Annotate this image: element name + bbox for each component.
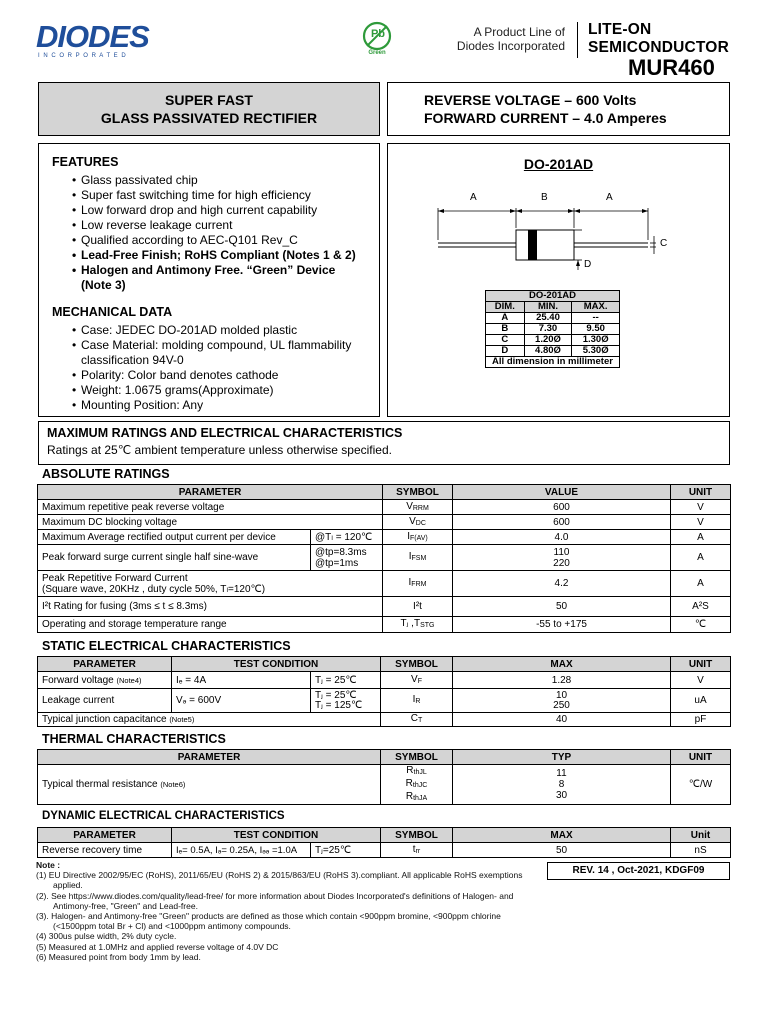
- dimension-header: MIN.: [524, 302, 572, 313]
- symbol-subscript: R: [415, 698, 421, 705]
- package-panel: [387, 143, 730, 417]
- dimension-cell: 7.30: [524, 324, 572, 335]
- dimension-cell: C: [486, 335, 525, 346]
- green-pb-free-icon: [359, 20, 399, 58]
- value-cell: 50: [453, 843, 671, 858]
- mechanical-item: • Case: JEDEC DO-201AD molded plastic: [63, 323, 373, 338]
- symbol-cell: [383, 500, 453, 515]
- mechanical-item: • Weight: 1.0675 grams(Approximate): [63, 383, 373, 398]
- dimension-row: [486, 335, 620, 346]
- ratings-title: MAXIMUM RATINGS AND ELECTRICAL CHARACTERISTICS: [47, 426, 403, 440]
- value-cell: 4.2: [453, 571, 671, 597]
- dim-label-a-left: A: [470, 192, 477, 203]
- unit-cell: A: [671, 530, 731, 545]
- brand-name: [588, 21, 729, 57]
- column-header: TYP: [453, 750, 671, 765]
- symbol-cell: [383, 571, 453, 597]
- value-cell: 1.28: [453, 672, 671, 689]
- column-header: TEST CONDITION: [172, 657, 381, 672]
- dimension-table: [485, 290, 620, 368]
- column-header: SYMBOL: [381, 750, 453, 765]
- product-title-box: [38, 82, 380, 136]
- column-header: SYMBOL: [381, 657, 453, 672]
- symbol-text: I: [408, 551, 412, 562]
- badge-symbol: Pb: [370, 28, 386, 40]
- symbol-subscript: thJA: [413, 795, 428, 802]
- brand-line-1: LITE-ON: [588, 21, 652, 38]
- dimension-cell: --: [572, 313, 620, 324]
- static-characteristics-table: [37, 656, 731, 727]
- notes-section: [36, 860, 551, 962]
- parameter-cell: Maximum Average rectified output current per device: [38, 530, 311, 545]
- diodes-logo: [36, 19, 176, 60]
- note-line: applied.: [53, 880, 83, 891]
- feature-item: • Halogen and Antimony Free. “Green” Device (Note 3): [63, 263, 366, 293]
- logo-text: DIODES: [36, 19, 149, 54]
- dim-label-c: C: [660, 238, 668, 249]
- mechanical-item: • Mounting Position: Any: [63, 398, 373, 413]
- unit-cell: ℃/W: [671, 765, 731, 805]
- table-row: [38, 672, 731, 689]
- features-list: [53, 173, 373, 293]
- condition-cell: Iₑ = 4A: [172, 672, 311, 689]
- absolute-ratings-heading: ABSOLUTE RATINGS: [42, 467, 170, 481]
- column-header: UNIT: [671, 485, 731, 500]
- parameter-cell: [38, 713, 381, 727]
- condition-cell: Vₔ = 600V: [172, 689, 311, 713]
- note-line: (5) Measured at 1.0MHz and applied reverse voltage of 4.0V DC: [36, 941, 279, 952]
- symbol-text: C: [410, 713, 418, 724]
- parameter-cell: [38, 765, 381, 805]
- dimension-cell: A: [486, 313, 525, 324]
- symbol-subscript: F: [417, 677, 422, 685]
- symbol-cell: [381, 672, 453, 689]
- parameter-cell: Leakage current: [38, 689, 172, 713]
- dim-label-a-right: A: [606, 192, 613, 203]
- parameter-cell: Maximum repetitive peak reverse voltage: [38, 500, 383, 515]
- feature-item: • Low reverse leakage current: [63, 218, 373, 233]
- symbol-subscript: thJC: [412, 782, 428, 789]
- dimension-cell: B: [486, 324, 525, 335]
- symbol-text: R: [405, 791, 414, 802]
- symbol-subscript: DC: [415, 519, 426, 527]
- value-cell: [453, 765, 671, 805]
- column-header: TEST CONDITION: [172, 828, 381, 843]
- symbol-subscript: FSM: [411, 555, 427, 562]
- symbol-cell: [383, 515, 453, 530]
- symbol-text: V: [409, 515, 416, 527]
- dimension-row: [486, 346, 620, 357]
- symbol-subscript: rr: [415, 847, 421, 855]
- dimension-cell: D: [486, 346, 525, 357]
- features-panel: [38, 143, 380, 417]
- thermal-heading: THERMAL CHARACTERISTICS: [42, 732, 226, 746]
- table-row: [38, 689, 731, 713]
- parameter-cell: Reverse recovery time: [38, 843, 172, 858]
- column-header: PARAMETER: [38, 750, 381, 765]
- value-cell: 600: [453, 500, 671, 515]
- unit-cell: ℃: [671, 617, 731, 633]
- feature-item: • Super fast switching time for high efficiency: [63, 188, 373, 203]
- table-row: [38, 500, 731, 515]
- symbol-cell: [381, 713, 453, 727]
- thermal-characteristics-table: [37, 749, 731, 805]
- note-ref: (Note6): [160, 780, 186, 789]
- dimension-cell: 25.40: [524, 313, 572, 324]
- symbol-text: I: [408, 577, 412, 588]
- unit-cell: A²S: [671, 597, 731, 617]
- symbol-subscript: RRM: [412, 504, 429, 512]
- note-ref: (Note5): [169, 715, 195, 724]
- part-number: MUR460: [628, 55, 715, 80]
- parameter-cell: [38, 672, 172, 689]
- note-line: Antimony-free, "Green" and Lead-free.: [53, 900, 198, 911]
- ratings-condition-text: Ratings at 25℃ ambient temperature unless otherwise specified.: [47, 443, 392, 457]
- symbol-subscript: T: [417, 717, 423, 724]
- product-title-line-1: SUPER FAST: [165, 92, 253, 108]
- header-divider: [577, 22, 578, 58]
- symbol-subscript: FRM: [411, 581, 427, 588]
- table-row: [38, 571, 731, 597]
- column-header: UNIT: [671, 657, 731, 672]
- note-line: (2). See https://www.diodes.com/quality/lead-free/ for more information about Diodes Incorporated's definitions of Halogen- and: [36, 890, 514, 901]
- unit-cell: V: [671, 672, 731, 689]
- unit-cell: V: [671, 515, 731, 530]
- mechanical-item: • Polarity: Color band denotes cathode: [63, 368, 373, 383]
- feature-item: • Low forward drop and high current capability: [63, 203, 373, 218]
- table-row: [38, 597, 731, 617]
- symbol-cell: [381, 689, 453, 713]
- condition-cell: Tⱼ = 25℃: [311, 672, 381, 689]
- value-line: 30: [555, 790, 568, 801]
- table-row: [38, 515, 731, 530]
- symbol-text: I²t: [413, 601, 422, 612]
- column-header: MAX: [453, 657, 671, 672]
- parameter-text: Typical thermal resistance: [42, 779, 158, 790]
- dynamic-characteristics-table: [37, 827, 731, 858]
- dimension-row: [486, 313, 620, 324]
- static-heading: STATIC ELECTRICAL CHARACTERISTICS: [42, 639, 291, 653]
- symbol-line: [385, 791, 448, 804]
- symbol-cell: [383, 597, 453, 617]
- symbol-text: I: [407, 530, 410, 542]
- parameter-cell: Peak forward surge current single half sine-wave: [38, 545, 311, 571]
- value-cell: 110 220: [453, 545, 671, 571]
- symbol-text: t: [412, 843, 416, 855]
- column-header: VALUE: [453, 485, 671, 500]
- table-row: [38, 545, 731, 571]
- parameter-text: Typical junction capacitance: [42, 714, 167, 725]
- condition-cell: Iₑ= 0.5A, Iₔ= 0.25A, Iₔₔ =1.0A: [172, 843, 311, 858]
- column-header: SYMBOL: [383, 485, 453, 500]
- symbol-subscript: thJL: [413, 769, 427, 776]
- reverse-voltage-summary: REVERSE VOLTAGE – 600 Volts: [424, 92, 637, 108]
- table-row: [38, 617, 731, 633]
- symbol-subscript: STG: [420, 622, 435, 629]
- value-line: 11: [556, 768, 567, 779]
- feature-item: • Glass passivated chip: [63, 173, 373, 188]
- ratings-intro-box: [38, 421, 730, 465]
- symbol-line: [385, 765, 448, 778]
- dimension-table-title: DO-201AD: [486, 291, 620, 302]
- unit-cell: pF: [671, 713, 731, 727]
- forward-current-summary: FORWARD CURRENT – 4.0 Amperes: [424, 110, 667, 126]
- condition-cell: Tⱼ=25℃: [311, 843, 381, 858]
- badge-label: Green: [368, 50, 386, 56]
- dim-label-b: B: [541, 192, 548, 203]
- mechanical-heading: MECHANICAL DATA: [52, 305, 173, 319]
- mechanical-item: • Case Material: molding compound, UL flammability classification 94V-0: [63, 338, 381, 368]
- table-row: [38, 843, 731, 858]
- revision-label: REV. 14 , Oct-2021, KDGF09: [547, 862, 730, 880]
- dynamic-heading: DYNAMIC ELECTRICAL CHARACTERISTICS: [42, 810, 285, 822]
- package-title: DO-201AD: [523, 156, 594, 172]
- symbol-text: Tⱼ ,T: [400, 618, 421, 629]
- dimension-cell: 5.30Ø: [572, 346, 620, 357]
- product-line-1: A Product Line of: [473, 25, 565, 39]
- column-header: PARAMETER: [38, 657, 172, 672]
- value-cell: 50: [453, 597, 671, 617]
- feature-item: • Qualified according to AEC-Q101 Rev_C: [63, 233, 373, 248]
- condition-cell: @Tₗ = 120℃: [311, 530, 383, 545]
- symbol-cell: [383, 530, 453, 545]
- table-row: [38, 713, 731, 727]
- table-row: [38, 530, 731, 545]
- table-row: [38, 765, 731, 805]
- condition-cell: Tⱼ = 25℃ Tⱼ = 125℃: [311, 689, 381, 713]
- parameter-text: Forward voltage: [42, 674, 114, 686]
- symbol-text: R: [406, 765, 414, 776]
- note-line: (<1500ppm total Br + Cl) and <1000ppm antimony compounds.: [53, 921, 291, 932]
- unit-cell: uA: [671, 689, 731, 713]
- column-header: MAX: [453, 828, 671, 843]
- dimension-header: MAX.: [572, 302, 620, 313]
- column-header: UNIT: [671, 750, 731, 765]
- dimension-cell: 9.50: [572, 324, 620, 335]
- column-header: SYMBOL: [381, 828, 453, 843]
- ratings-summary-box: [387, 82, 730, 136]
- unit-cell: nS: [671, 843, 731, 858]
- dimension-cell: 1.30Ø: [572, 335, 620, 346]
- symbol-subscript: F(AV): [410, 534, 428, 542]
- dimension-table-footer: All dimension in millimeter: [486, 357, 620, 368]
- symbol-cell: [383, 617, 453, 633]
- product-line-2: Diodes Incorporated: [456, 39, 565, 53]
- brand-line-2: SEMICONDUCTOR: [588, 39, 729, 56]
- dimension-row: [486, 324, 620, 335]
- parameter-cell: Maximum DC blocking voltage: [38, 515, 383, 530]
- value-cell: 600: [453, 515, 671, 530]
- parameter-cell: Operating and storage temperature range: [38, 617, 383, 633]
- value-cell: 40: [453, 713, 671, 727]
- symbol-cell: [381, 843, 453, 858]
- note-ref: (Note4): [116, 675, 142, 685]
- parameter-cell: Peak Repetitive Forward Current (Square wave, 20KHz , duty cycle 50%, Tₗ=120℃): [38, 571, 383, 597]
- column-header: PARAMETER: [38, 485, 383, 500]
- symbol-text: V: [411, 673, 418, 685]
- value-line: 8: [558, 779, 565, 790]
- dim-label-d: D: [584, 259, 592, 270]
- value-cell: 4.0: [453, 530, 671, 545]
- product-line-text: [440, 25, 565, 53]
- product-title-line-2: GLASS PASSIVATED RECTIFIER: [100, 110, 318, 126]
- dimension-cell: 4.80Ø: [524, 346, 572, 357]
- feature-item: • Lead-Free Finish; RoHS Compliant (Notes 1 & 2): [63, 248, 373, 263]
- column-header: Unit: [671, 828, 731, 843]
- note-line: (1) EU Directive 2002/95/EC (RoHS), 2011/65/EU (RoHS 2) & 2015/863/EU (RoHS 3).compliant. All applicable RoHS exemptions: [36, 870, 523, 881]
- notes-heading: Note :: [36, 860, 61, 870]
- symbol-cell: [381, 765, 453, 805]
- note-line: (6) Measured point from body 1mm by lead.: [36, 951, 201, 962]
- dimension-cell: 1.20Ø: [524, 335, 572, 346]
- symbol-text: V: [406, 500, 413, 512]
- parameter-cell: I²t Rating for fusing (3ms ≤ t ≤ 8.3ms): [38, 597, 383, 617]
- note-line: (4) 300us pulse width, 2% duty cycle.: [36, 931, 177, 942]
- column-header: PARAMETER: [38, 828, 172, 843]
- dimension-header: DIM.: [486, 302, 525, 313]
- symbol-text: R: [405, 778, 413, 789]
- unit-cell: A: [671, 545, 731, 571]
- condition-cell: @tp=8.3ms @tp=1ms: [311, 545, 383, 571]
- features-heading: FEATURES: [52, 155, 119, 169]
- value-cell: 10 250: [453, 689, 671, 713]
- value-cell: -55 to +175: [453, 617, 671, 633]
- unit-cell: A: [671, 571, 731, 597]
- note-line: (3). Halogen- and Antimony-free "Green" products are defined as those which contain <900ppm bromine, <900ppm chlorine: [36, 911, 501, 922]
- unit-cell: V: [671, 500, 731, 515]
- package-outline-drawing: [388, 184, 731, 274]
- symbol-line: [385, 778, 448, 791]
- absolute-ratings-table: [37, 484, 731, 633]
- logo-subtext: I N C O R P O R A T E D: [38, 53, 127, 59]
- mechanical-list: [53, 323, 373, 413]
- symbol-cell: [383, 545, 453, 571]
- symbol-text: I: [412, 694, 416, 705]
